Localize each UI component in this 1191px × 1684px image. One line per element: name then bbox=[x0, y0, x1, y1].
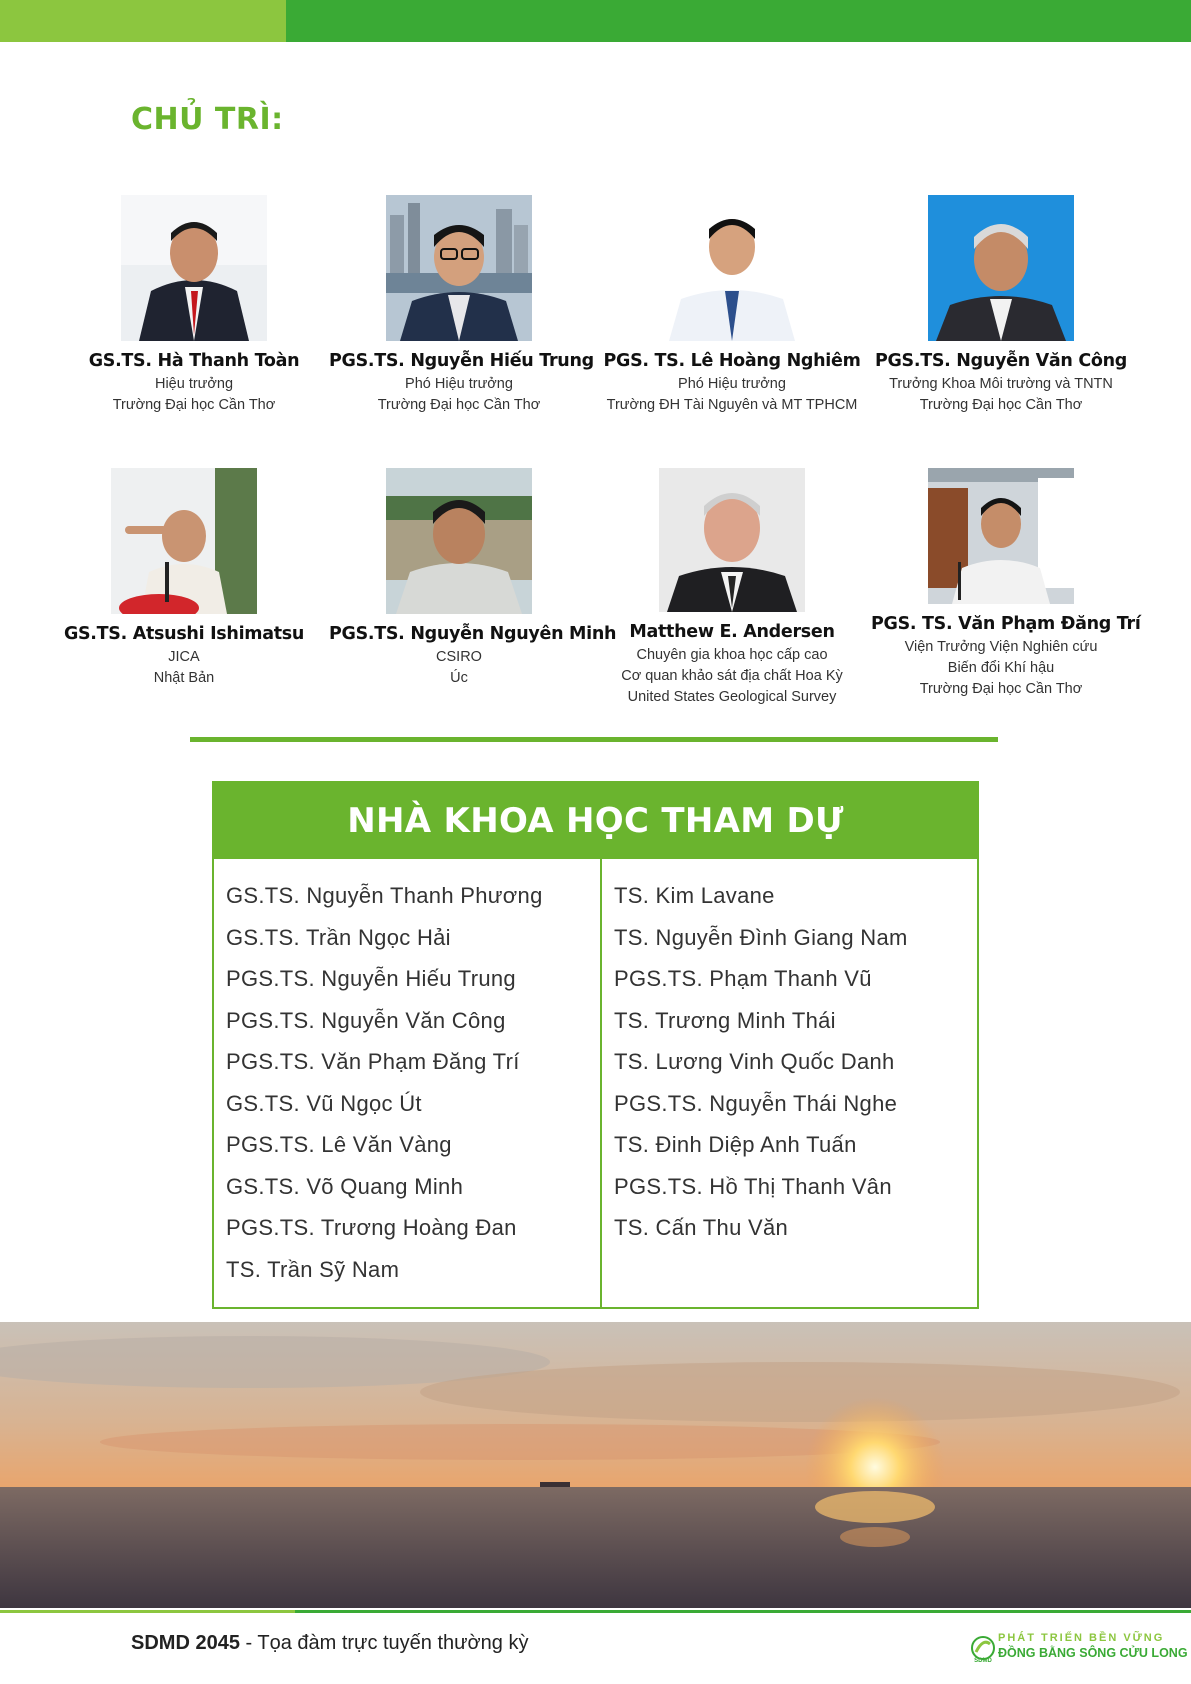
host-title: Viện Trưởng Viện Nghiên cứu bbox=[904, 639, 1098, 655]
scientist-name: GS.TS. Trần Ngọc Hải bbox=[226, 924, 451, 950]
host-card bbox=[602, 195, 862, 413]
host-org: Trường Đại học Cần Thơ bbox=[112, 397, 276, 413]
host-name: PGS. TS. Lê Hoàng Nghiêm bbox=[603, 351, 861, 371]
host-title: JICA bbox=[168, 649, 200, 665]
scientists-column-divider bbox=[600, 859, 602, 1307]
scientists-left-column bbox=[226, 883, 543, 1298]
host-photo bbox=[111, 468, 257, 614]
host-title: Phó Hiệu trưởng bbox=[678, 376, 786, 392]
section-divider bbox=[190, 737, 998, 742]
logo-name: ĐỒNG BẰNG SÔNG CỬU LONG bbox=[998, 1646, 1188, 1660]
scientist-name: TS. Trương Minh Thái bbox=[614, 1007, 836, 1033]
scientist-name: PGS.TS. Nguyễn Thái Nghe bbox=[614, 1090, 898, 1116]
host-name: PGS.TS. Nguyễn Hiếu Trung bbox=[329, 351, 594, 371]
scientist-name: PGS.TS. Nguyễn Hiếu Trung bbox=[226, 966, 516, 991]
host-card bbox=[871, 468, 1141, 697]
host-photo bbox=[928, 468, 1074, 604]
scientist-name: PGS.TS. Nguyễn Văn Công bbox=[226, 1007, 506, 1033]
host-card bbox=[64, 195, 324, 413]
host-name: GS.TS. Atsushi Ishimatsu bbox=[63, 624, 305, 644]
host-card bbox=[329, 468, 617, 686]
host-title: Trưởng Khoa Môi trường và TNTN bbox=[889, 376, 1113, 392]
scientist-name: TS. Nguyễn Đình Giang Nam bbox=[614, 924, 908, 950]
scientists-table-title: NHÀ KHOA HỌC THAM DỰ bbox=[214, 783, 977, 859]
host-card bbox=[602, 468, 862, 705]
host-photo bbox=[659, 195, 805, 341]
scientist-name: PGS.TS. Hồ Thị Thanh Vân bbox=[614, 1173, 892, 1199]
scientist-name: PGS.TS. Lê Văn Vàng bbox=[226, 1132, 452, 1157]
logo-mark-icon bbox=[970, 1634, 996, 1664]
scientists-table bbox=[212, 781, 979, 1309]
scientist-name: PGS.TS. Phạm Thanh Vũ bbox=[614, 966, 872, 991]
scientist-name: TS. Đinh Diệp Anh Tuấn bbox=[614, 1132, 857, 1157]
host-org: Nhật Bản bbox=[153, 670, 215, 686]
host-name: PGS. TS. Văn Phạm Đăng Trí bbox=[871, 614, 1141, 634]
scientist-name: GS.TS. Vũ Ngọc Út bbox=[226, 1090, 422, 1116]
footer-caption bbox=[131, 1632, 528, 1655]
scientist-name: TS. Trần Sỹ Nam bbox=[226, 1256, 400, 1282]
host-title-cont: Biến đổi Khí hậu bbox=[947, 660, 1055, 676]
footer-line-dark bbox=[295, 1610, 1191, 1613]
host-org: Úc bbox=[450, 670, 468, 686]
host-photo bbox=[928, 195, 1074, 341]
host-title: Hiệu trưởng bbox=[154, 376, 234, 392]
host-title: Phó Hiệu trưởng bbox=[405, 376, 513, 392]
scientist-name: TS. Kim Lavane bbox=[614, 883, 775, 908]
scientist-name: TS. Cấn Thu Văn bbox=[614, 1215, 789, 1240]
host-org-en: United States Geological Survey bbox=[627, 689, 837, 705]
host-name: PGS.TS. Nguyễn Văn Công bbox=[874, 351, 1128, 371]
host-title: CSIRO bbox=[436, 649, 482, 665]
sdmd-logo bbox=[970, 1632, 1188, 1666]
top-bar-light bbox=[0, 0, 286, 42]
host-org: Trường ĐH Tài Nguyên và MT TPHCM bbox=[606, 397, 858, 413]
footer-line-light bbox=[0, 1610, 295, 1613]
scientist-name: TS. Lương Vinh Quốc Danh bbox=[614, 1049, 895, 1074]
sunset-sea-image bbox=[0, 1322, 1191, 1608]
host-photo bbox=[121, 195, 267, 341]
footer-subtitle: - Tọa đàm trực tuyến thường kỳ bbox=[239, 1632, 529, 1654]
top-bar-dark bbox=[286, 0, 1191, 42]
scientist-name: GS.TS. Nguyễn Thanh Phương bbox=[226, 883, 543, 908]
host-photo bbox=[386, 468, 532, 614]
scientist-name: PGS.TS. Văn Phạm Đăng Trí bbox=[226, 1049, 520, 1074]
host-org: Cơ quan khảo sát địa chất Hoa Kỳ bbox=[621, 668, 843, 684]
logo-tagline: PHÁT TRIỂN BỀN VỮNG bbox=[998, 1632, 1165, 1644]
scientist-name: PGS.TS. Trương Hoàng Đan bbox=[226, 1215, 517, 1240]
scientists-right-column bbox=[614, 883, 908, 1257]
host-org: Trường Đại học Cần Thơ bbox=[919, 681, 1083, 697]
logo-mark-text: SDMD bbox=[974, 1658, 992, 1664]
host-title: Chuyên gia khoa học cấp cao bbox=[636, 647, 828, 663]
footer-brand: SDMD 2045 bbox=[131, 1632, 240, 1654]
host-card bbox=[329, 195, 594, 413]
section-title-hosts: CHỦ TRÌ: bbox=[131, 102, 284, 137]
host-photo bbox=[386, 195, 532, 341]
host-card bbox=[54, 468, 314, 686]
host-org: Trường Đại học Cần Thơ bbox=[377, 397, 541, 413]
scientist-name: GS.TS. Võ Quang Minh bbox=[226, 1173, 464, 1199]
host-name: Matthew E. Andersen bbox=[629, 622, 835, 642]
host-org: Trường Đại học Cần Thơ bbox=[919, 397, 1083, 413]
host-photo bbox=[659, 468, 805, 612]
host-card bbox=[871, 195, 1131, 413]
host-name: PGS.TS. Nguyễn Nguyên Minh bbox=[329, 624, 617, 644]
host-name: GS.TS. Hà Thanh Toàn bbox=[88, 351, 300, 371]
